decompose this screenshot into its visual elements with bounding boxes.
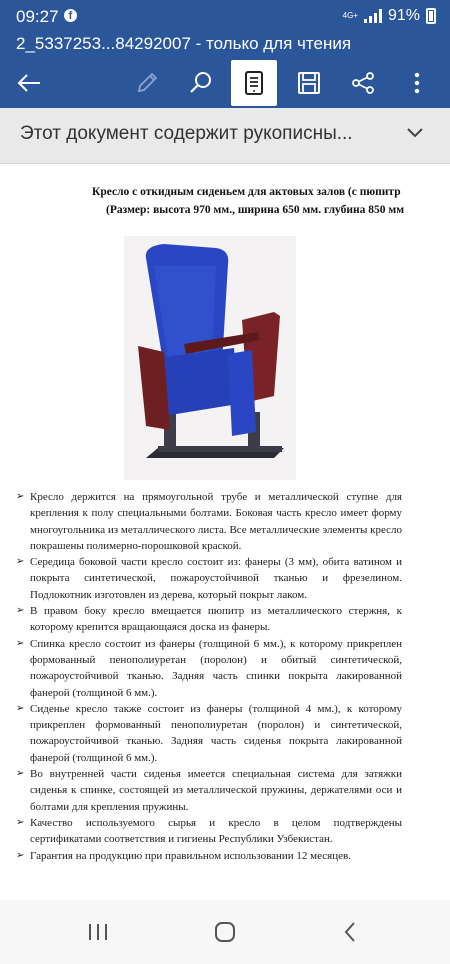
- signal-icon: [364, 9, 382, 23]
- battery-icon: [426, 8, 436, 24]
- title-line-1: Кресло с откидным сиденьем для актовых залов (с пюпитр: [92, 186, 401, 198]
- list-item: ➢ Во внутренней части сиденья имеется специальная система для затяжки сиденья к спинке, состоящей из металлической пружины, держателями оси и болтами для крепления пружины.: [16, 766, 402, 815]
- network-type: 4G+: [342, 11, 358, 20]
- reading-view-icon[interactable]: [231, 60, 277, 106]
- share-icon[interactable]: [340, 58, 386, 108]
- list-item: ➢ В правом боку кресло вмещается пюпитр из металлического стержня, к которому крепится вращающаяся доска из фанеры.: [16, 603, 402, 636]
- pencil-icon[interactable]: [124, 58, 170, 108]
- document-filename: 2_5337253...84292007 - только для чтения: [0, 34, 450, 58]
- list-item: ➢ Кресло держится на прямоугольной трубе и металлической ступне для крепления к полу специальными болтами. Боковая часть кресло имеет форму многоугольника из металлического листа. Все металлические элементы кресло покрашены полимерно-порошковой краской.: [16, 489, 402, 554]
- title-line-2: (Размер: высота 970 мм., ширина 650 мм. глубина 850 мм: [106, 204, 405, 216]
- status-time: 09:27: [16, 7, 59, 26]
- app-toolbar: [0, 58, 450, 108]
- search-icon[interactable]: [178, 58, 224, 108]
- back-icon[interactable]: [320, 912, 380, 952]
- handwriting-notice-banner[interactable]: [0, 108, 450, 164]
- list-item: ➢ Качество используемого сырья и кресло в целом подтверждены сертификатами соответствия и гигиены Республики Узбекистан.: [16, 815, 402, 848]
- chair-photo: [124, 236, 296, 480]
- back-arrow-icon[interactable]: [6, 58, 52, 108]
- home-icon[interactable]: [195, 912, 255, 952]
- recent-apps-icon[interactable]: [68, 912, 128, 952]
- more-vertical-icon[interactable]: [394, 58, 440, 108]
- document-page: [0, 164, 450, 900]
- status-bar: [0, 0, 450, 34]
- battery-percent: 91%: [387, 7, 420, 24]
- list-item: ➢ Гарантия на продукцию при правильном использовании 12 месяцев.: [16, 848, 402, 864]
- status-indicators: [343, 7, 436, 25]
- document-title: [92, 186, 450, 222]
- list-item: ➢ Сиденье кресло также состоит из фанеры (толщиной 4 мм.), к которому прикреплен формованный пенополиуретан (поролон) и синтетической, пожароустойчивой тканью. Задняя часть сиденья покрыта лакированной фанерой (толщиной 6 мм.).: [16, 701, 402, 766]
- list-item: ➢ Середица боковой части кресло состоит из: фанеры (3 мм), обита ватином и покрыта синтетической, пожароустойчивой тканью и фрезелином. Подлокотник изготовлен из дерева, который покрыт лаком.: [16, 554, 402, 603]
- chevron-down-icon[interactable]: [406, 126, 424, 144]
- save-icon[interactable]: [286, 58, 332, 108]
- banner-text: Этот документ содержит рукописны...: [20, 123, 353, 144]
- facebook-notification-icon: f: [64, 9, 77, 22]
- system-nav-bar: [0, 900, 450, 964]
- description-list: [16, 489, 402, 864]
- list-item: ➢ Спинка кресло состоит из фанеры (толщиной 6 мм.), к которому прикреплен формованный пенополиуретан (поролон) и обитый синтетической, пожароустойчивой тканью. Задняя часть спинки покрыта лакированной фанерой (толщиной 6 мм.).: [16, 636, 402, 701]
